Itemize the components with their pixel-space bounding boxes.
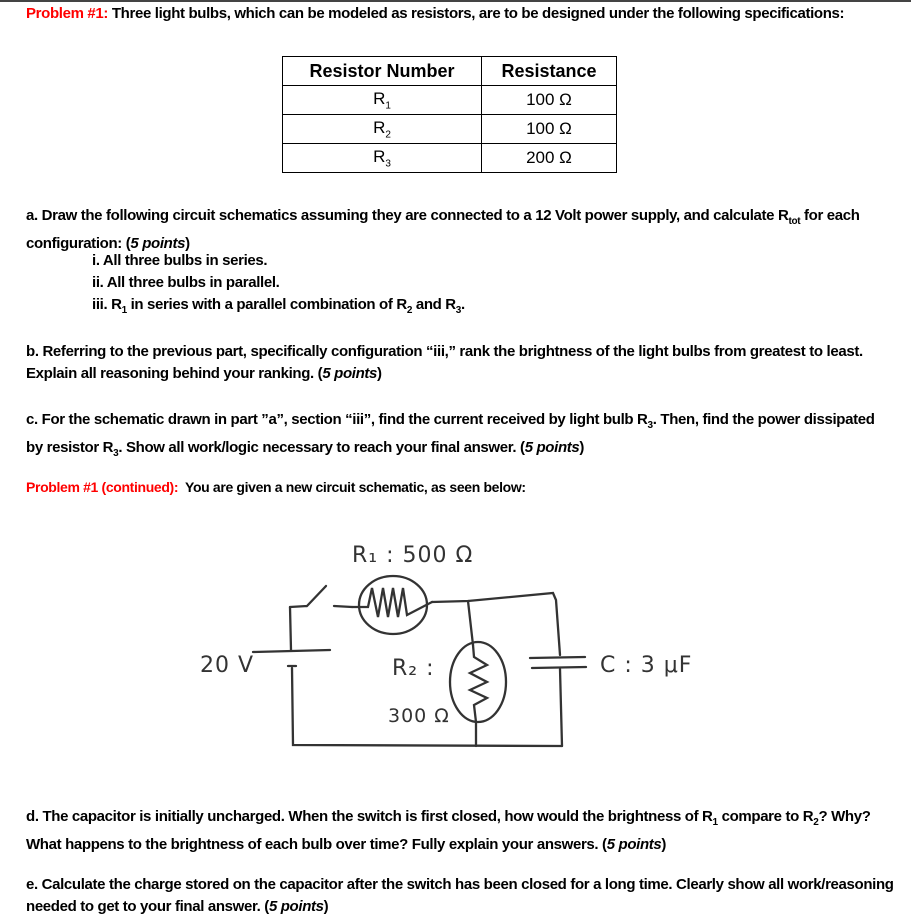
capacitor-icon xyxy=(530,657,586,668)
part-e: e. Calculate the charge stored on the capacitor after the switch has been closed for a long time. Clearly show all work/reasoning needed to get to your final answer. (5 points) xyxy=(26,876,894,915)
continued-label: Problem #1 (continued): xyxy=(26,479,179,495)
resistance-value: 200 Ω xyxy=(482,144,617,173)
resistor-r1-icon xyxy=(352,588,432,617)
problem-label: Problem #1: xyxy=(26,5,109,22)
continued-text: You are given a new circuit schematic, as seen below: xyxy=(185,479,526,495)
switch-icon xyxy=(290,586,326,607)
part-a: a. Draw the following circuit schematics assuming they are connected to a 12 Volt power supply, and calculate $R_{tot}$ for each configuration: (5 points) xyxy=(26,207,860,252)
header-resistance: Resistance xyxy=(482,57,617,86)
resistance-value: 100 Ω xyxy=(482,86,617,115)
part-a-ii: ii. All three bulbs in parallel. xyxy=(92,274,280,291)
voltage-label: 20 V xyxy=(200,653,255,678)
part-d: d. The capacitor is initially uncharged. When the switch is first closed, how would the brightness of $R_1$ compare to $R_2$? Why? What happens to the brightness of each bulb over time? Fully explain your answers. (5 points) xyxy=(26,808,871,853)
resistor-name: $R_1$ xyxy=(283,86,482,115)
part-a-iii: iii. $R_1$ in series with a parallel combination of $R_2$ and $R_3$. xyxy=(92,296,465,316)
r2-label: R₂ : xyxy=(392,656,435,681)
part-b: b. Referring to the previous part, specifically configuration “iii,” rank the brightness of the light bulbs from greatest to least. Explain all reasoning behind your ranking. (5 points) xyxy=(26,343,863,382)
part-a-i: i. All three bulbs in series. xyxy=(92,252,268,269)
header-resistor-number: Resistor Number xyxy=(283,57,482,86)
r2-value: 300 Ω xyxy=(388,705,450,727)
resistor-name: $R_3$ xyxy=(283,144,482,173)
intro-text: Three light bulbs, which can be modeled as resistors, are to be designed under the following specifications: xyxy=(111,5,845,22)
part-c: c. For the schematic drawn in part ”a”, section “iii”, find the current received by light bulb $R_3$. Then, find the power dissipated by resistor $R_3$. Show all work/logic necessary to reach your final answer. (5 points) xyxy=(26,411,875,459)
r1-label: R₁ : 500 Ω xyxy=(352,543,474,568)
battery-icon xyxy=(253,650,330,666)
capacitor-label: C : 3 μF xyxy=(600,653,693,678)
resistor-r2-icon xyxy=(470,645,487,722)
bulb-r2-icon xyxy=(450,642,506,722)
resistance-value: 100 Ω xyxy=(482,115,617,144)
resistor-name: $R_2$ xyxy=(283,115,482,144)
